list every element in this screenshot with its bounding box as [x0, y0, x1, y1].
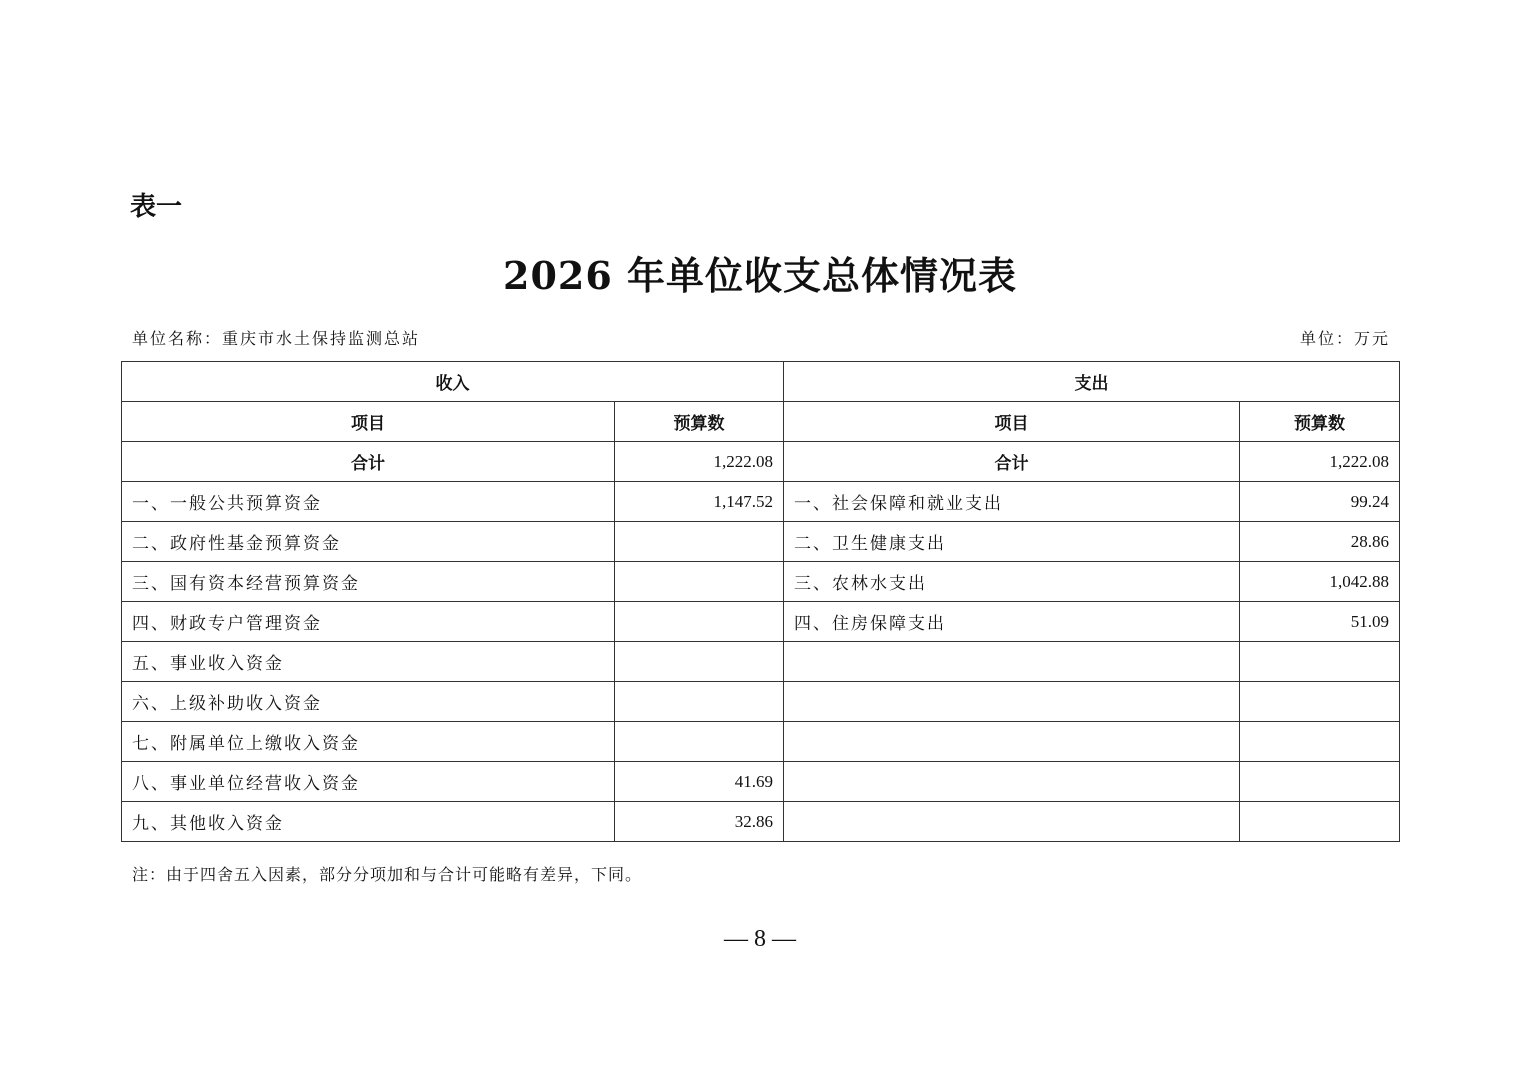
expense-item-cell: 四、住房保障支出 [784, 602, 1240, 642]
income-value-cell [615, 722, 784, 762]
table-row [122, 682, 1400, 722]
table-label: 表一 [130, 192, 183, 222]
income-value-cell: 1,147.52 [615, 482, 784, 522]
income-value-cell [615, 682, 784, 722]
table-row [122, 802, 1400, 842]
income-value-cell [615, 642, 784, 682]
income-total-label: 合计 [122, 442, 615, 482]
expense-value-cell: 28.86 [1240, 522, 1400, 562]
budget-table [121, 361, 1400, 842]
expense-header: 支出 [784, 362, 1400, 402]
total-row [122, 442, 1400, 482]
income-value-cell: 41.69 [615, 762, 784, 802]
expense-value-cell [1240, 722, 1400, 762]
unit-name: 单位名称：重庆市水土保持监测总站 [132, 329, 421, 348]
table-row [122, 722, 1400, 762]
income-item-cell: 二、政府性基金预算资金 [122, 522, 615, 562]
income-total-value: 1,222.08 [615, 442, 784, 482]
expense-total-label: 合计 [784, 442, 1240, 482]
income-item-header: 项目 [122, 402, 615, 442]
expense-item-header: 项目 [784, 402, 1240, 442]
table-row [122, 602, 1400, 642]
income-budget-header: 预算数 [615, 402, 784, 442]
income-item-cell: 九、其他收入资金 [122, 802, 615, 842]
income-item-cell: 四、财政专户管理资金 [122, 602, 615, 642]
income-value-cell [615, 602, 784, 642]
footnote: 注：由于四舍五入因素，部分分项加和与合计可能略有差异，下同。 [132, 865, 643, 884]
page-number: — 8 — [724, 926, 796, 952]
income-item-cell: 八、事业单位经营收入资金 [122, 762, 615, 802]
expense-item-cell [784, 682, 1240, 722]
expense-item-cell [784, 802, 1240, 842]
expense-value-cell: 51.09 [1240, 602, 1400, 642]
page-title: 2026 年单位收支总体情况表 [503, 253, 1017, 298]
income-value-cell [615, 562, 784, 602]
income-header: 收入 [122, 362, 784, 402]
table-row [122, 562, 1400, 602]
expense-value-cell: 99.24 [1240, 482, 1400, 522]
expense-value-cell [1240, 762, 1400, 802]
expense-total-value: 1,222.08 [1240, 442, 1400, 482]
income-item-cell: 三、国有资本经营预算资金 [122, 562, 615, 602]
expense-budget-header: 预算数 [1240, 402, 1400, 442]
expense-item-cell [784, 762, 1240, 802]
table-row [122, 482, 1400, 522]
expense-value-cell [1240, 682, 1400, 722]
expense-item-cell: 二、卫生健康支出 [784, 522, 1240, 562]
expense-item-cell [784, 722, 1240, 762]
income-item-cell: 五、事业收入资金 [122, 642, 615, 682]
table-row [122, 762, 1400, 802]
expense-value-cell [1240, 642, 1400, 682]
unit-of-measure: 单位：万元 [1299, 329, 1390, 348]
table-row [122, 642, 1400, 682]
expense-item-cell: 一、社会保障和就业支出 [784, 482, 1240, 522]
expense-value-cell: 1,042.88 [1240, 562, 1400, 602]
income-item-cell: 一、一般公共预算资金 [122, 482, 615, 522]
income-value-cell [615, 522, 784, 562]
expense-item-cell [784, 642, 1240, 682]
table-row [122, 522, 1400, 562]
income-item-cell: 六、上级补助收入资金 [122, 682, 615, 722]
expense-item-cell: 三、农林水支出 [784, 562, 1240, 602]
income-item-cell: 七、附属单位上缴收入资金 [122, 722, 615, 762]
income-value-cell: 32.86 [615, 802, 784, 842]
table-subheader-row [122, 402, 1400, 442]
table-header-row [122, 362, 1400, 402]
expense-value-cell [1240, 802, 1400, 842]
